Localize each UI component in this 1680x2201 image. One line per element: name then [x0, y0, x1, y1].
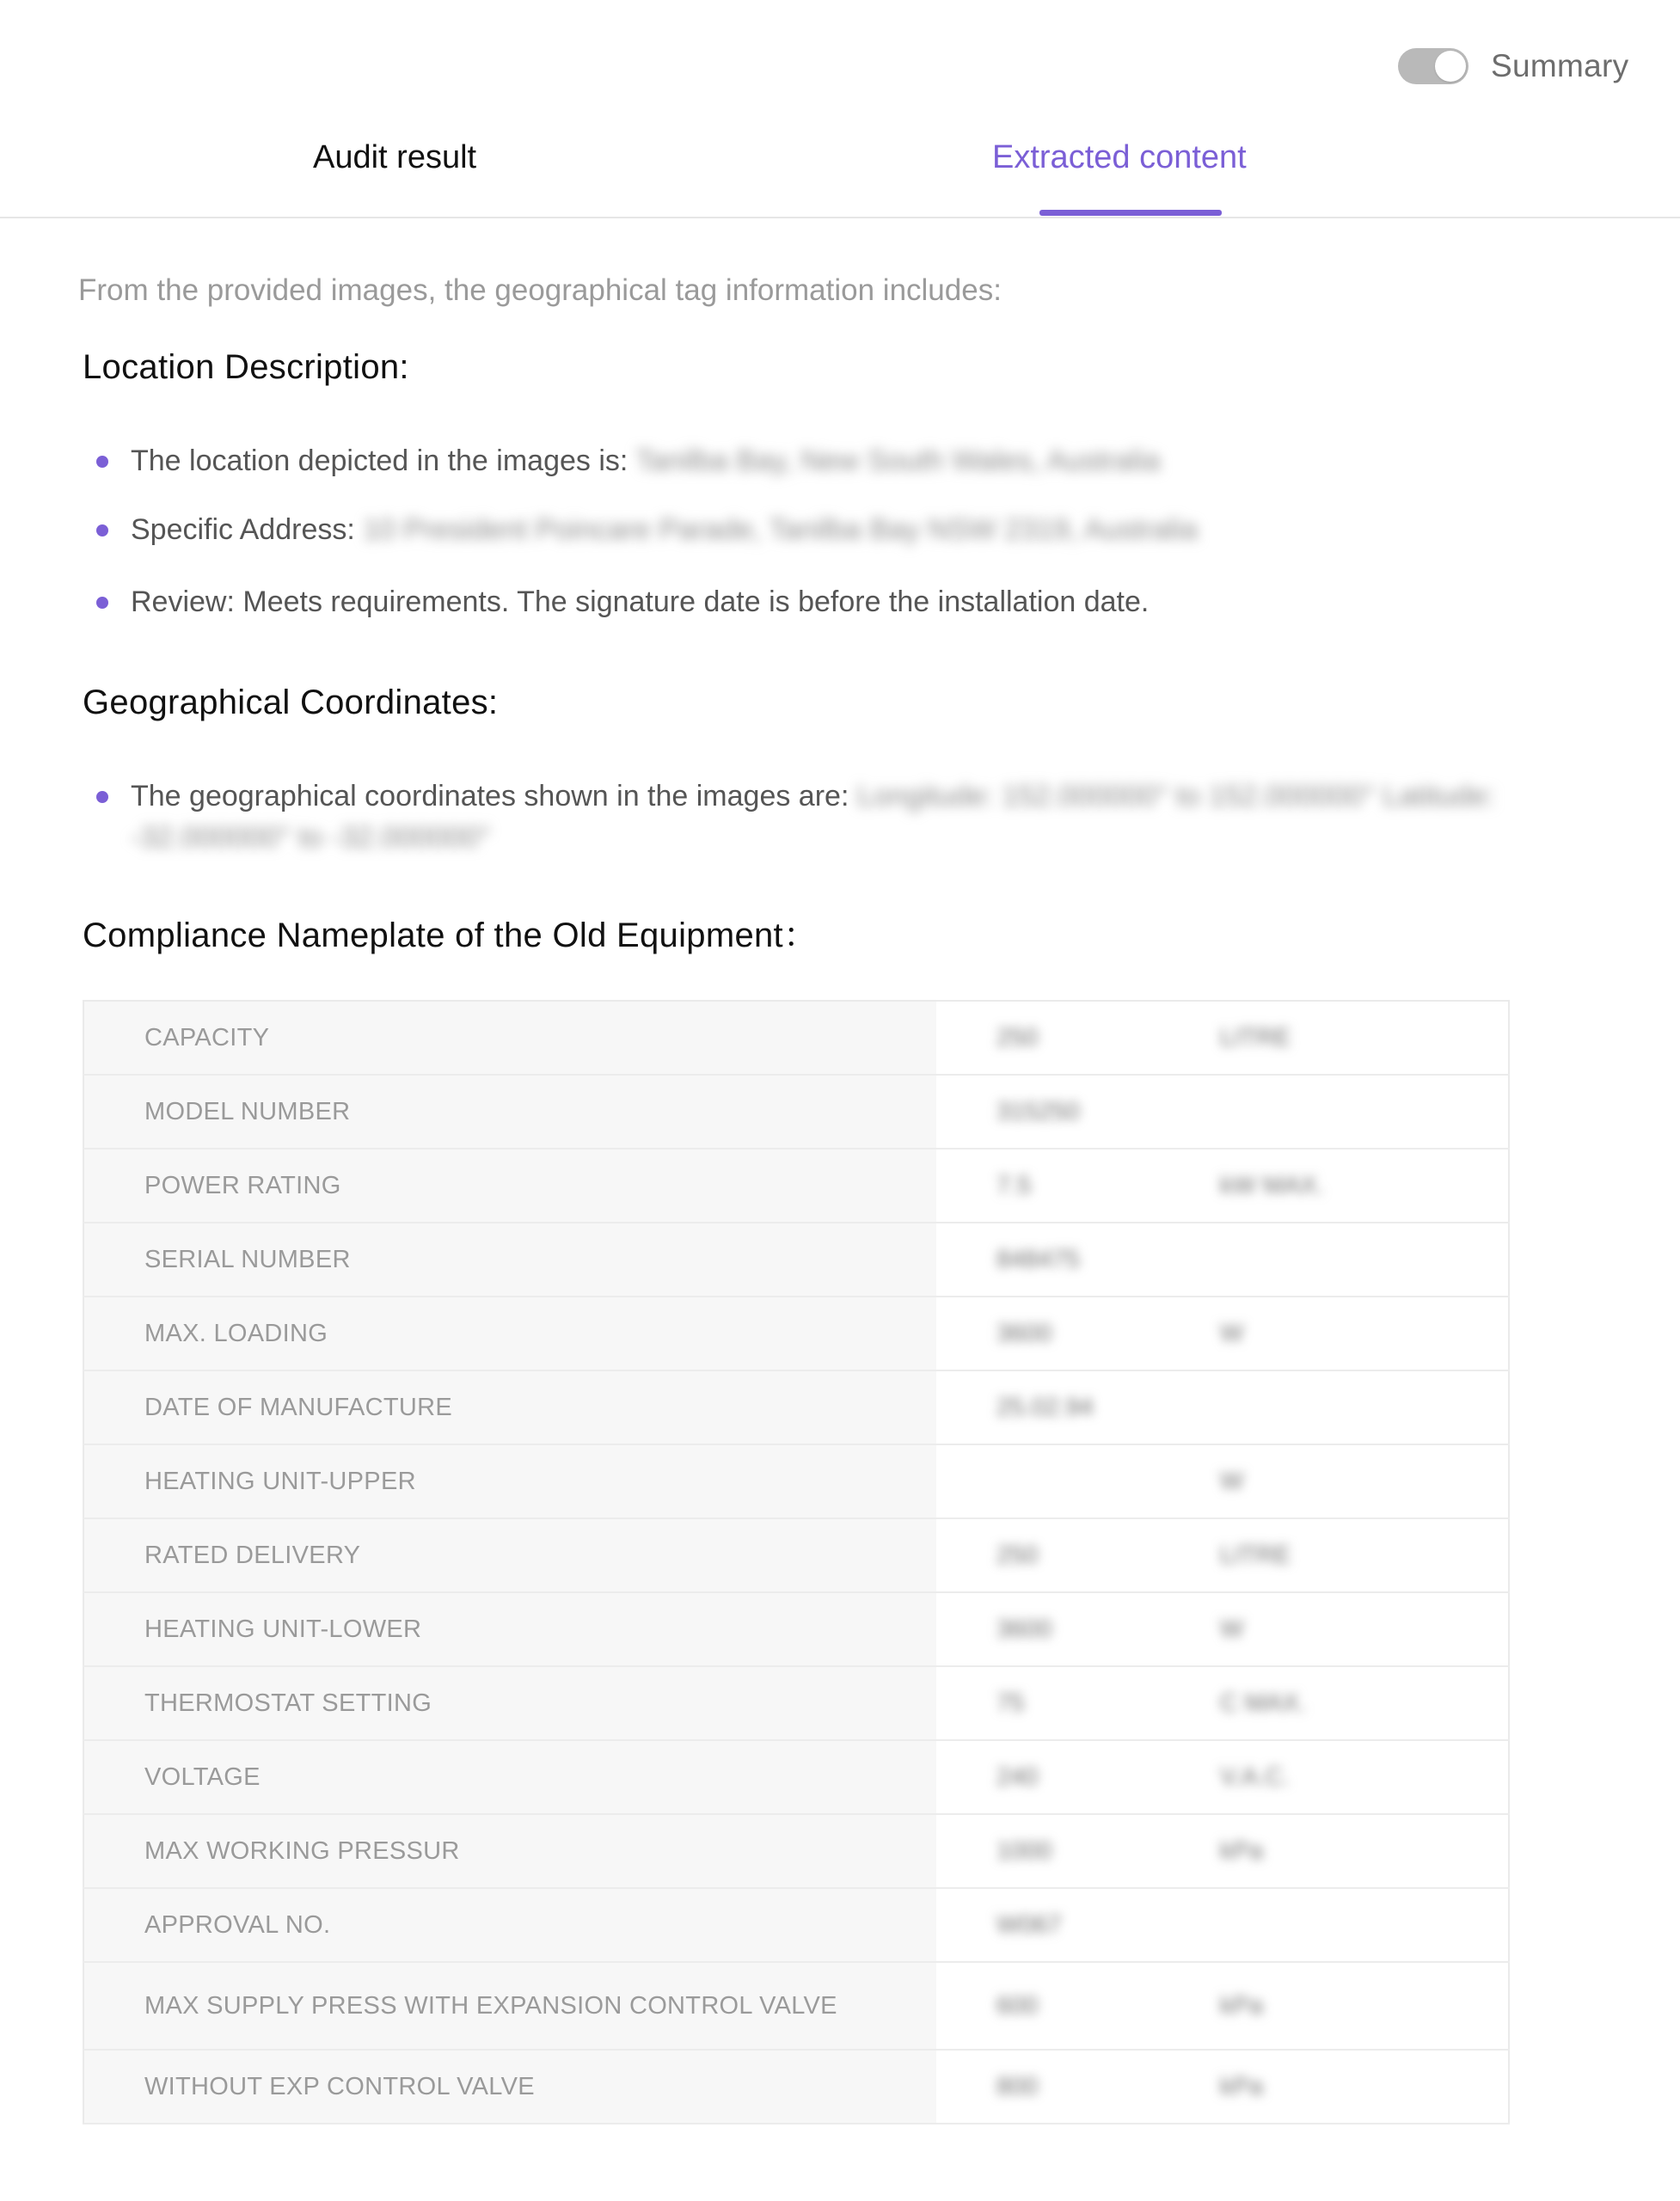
- nameplate-field-label: HEATING UNIT-UPPER: [83, 1444, 936, 1518]
- nameplate-field-unit: kPa: [1220, 1991, 1263, 2020]
- nameplate-field-label: SERIAL NUMBER: [83, 1223, 936, 1297]
- nameplate-field-value: 800: [996, 2072, 1039, 2100]
- nameplate-field-unit: kPa: [1220, 1836, 1263, 1865]
- nameplate-field-label: VOLTAGE: [83, 1740, 936, 1814]
- nameplate-field-label: MAX. LOADING: [83, 1297, 936, 1370]
- nameplate-field-unit-cell: [1220, 1223, 1509, 1297]
- nameplate-table-body: [83, 1001, 1509, 2124]
- nameplate-field-unit-cell: [1220, 1370, 1509, 1444]
- nameplate-field-value: 3600: [996, 1319, 1052, 1347]
- nameplate-field-label: CAPACITY: [83, 1001, 936, 1075]
- tab-audit-result[interactable]: Audit result: [313, 139, 477, 175]
- nameplate-field-unit: LITRE: [1220, 1023, 1291, 1051]
- toggle-knob: [1435, 51, 1466, 82]
- nameplate-field-value: 600: [996, 1991, 1039, 2020]
- location-label: The location depicted in the images is:: [131, 444, 628, 477]
- nameplate-field-unit-cell: [1220, 1740, 1509, 1814]
- nameplate-field-unit: W: [1220, 1319, 1244, 1347]
- nameplate-field-value: 3600: [996, 1615, 1052, 1643]
- location-value: Tanilba Bay, New South Wales, Australia: [635, 444, 1161, 477]
- nameplate-field-value-cell: [936, 1370, 1220, 1444]
- location-list: [95, 440, 1198, 622]
- tab-extracted-content[interactable]: Extracted content: [992, 139, 1247, 175]
- nameplate-field-value-cell: [936, 1075, 1220, 1149]
- nameplate-field-unit-cell: [1220, 1149, 1509, 1223]
- nameplate-field-unit-cell: [1220, 1814, 1509, 1888]
- nameplate-field-value-cell: [936, 1518, 1220, 1592]
- nameplate-field-value: 250: [996, 1541, 1039, 1569]
- nameplate-field-unit-cell: [1220, 1962, 1509, 2050]
- nameplate-field-value: 240: [996, 1763, 1039, 1791]
- nameplate-table: [83, 1000, 1510, 2124]
- list-item: [95, 509, 1198, 550]
- nameplate-field-value-cell: [936, 1814, 1220, 1888]
- table-row: [83, 1370, 1509, 1444]
- table-row: [83, 1297, 1509, 1370]
- address-label: Specific Address:: [131, 513, 355, 546]
- table-row: [83, 1444, 1509, 1518]
- nameplate-field-label: WITHOUT EXP CONTROL VALVE: [83, 2050, 936, 2124]
- nameplate-field-label: MODEL NUMBER: [83, 1075, 936, 1149]
- table-row: [83, 2050, 1509, 2124]
- coordinates-list: [95, 776, 1522, 858]
- table-row: [83, 1888, 1509, 1962]
- location-description-heading: Location Description:: [83, 348, 409, 386]
- nameplate-field-value-cell: [936, 1592, 1220, 1666]
- nameplate-field-value: W067: [996, 1910, 1062, 1939]
- list-item: [95, 581, 1198, 622]
- nameplate-heading: Compliance Nameplate of the Old Equipment：: [83, 917, 819, 954]
- summary-toggle[interactable]: [1398, 48, 1628, 84]
- intro-text: From the provided images, the geographical tag information includes:: [78, 273, 1002, 307]
- nameplate-field-value-cell: [936, 1444, 1220, 1518]
- summary-toggle-switch[interactable]: [1398, 48, 1468, 84]
- nameplate-field-label: RATED DELIVERY: [83, 1518, 936, 1592]
- nameplate-field-label: THERMOSTAT SETTING: [83, 1666, 936, 1740]
- nameplate-field-value-cell: [936, 1149, 1220, 1223]
- nameplate-field-value-cell: [936, 1962, 1220, 2050]
- nameplate-field-unit-cell: [1220, 1666, 1509, 1740]
- review-text: Review: Meets requirements. The signature date is before the installation date.: [131, 586, 1150, 618]
- nameplate-field-unit: V.A.C.: [1220, 1763, 1291, 1791]
- nameplate-field-unit-cell: [1220, 1075, 1509, 1149]
- nameplate-field-label: HEATING UNIT-LOWER: [83, 1592, 936, 1666]
- table-row: [83, 1962, 1509, 2050]
- table-row: [83, 1814, 1509, 1888]
- nameplate-field-label: POWER RATING: [83, 1149, 936, 1223]
- geographical-coordinates-heading: Geographical Coordinates:: [83, 684, 499, 721]
- nameplate-field-unit: C MAX.: [1220, 1689, 1306, 1717]
- nameplate-field-value-cell: [936, 1001, 1220, 1075]
- table-row: [83, 1223, 1509, 1297]
- nameplate-field-value-cell: [936, 1740, 1220, 1814]
- address-value: 10 President Poincare Parade, Tanilba Bay NSW 2319, Australia: [363, 513, 1199, 546]
- nameplate-field-value-cell: [936, 1297, 1220, 1370]
- nameplate-field-value: 315250: [996, 1097, 1080, 1125]
- nameplate-field-value-cell: [936, 1888, 1220, 1962]
- nameplate-field-label: APPROVAL NO.: [83, 1888, 936, 1962]
- nameplate-field-label: DATE OF MANUFACTURE: [83, 1370, 936, 1444]
- nameplate-field-unit: kW MAX.: [1220, 1171, 1324, 1199]
- nameplate-field-unit: W: [1220, 1615, 1244, 1643]
- nameplate-field-value: 7.5: [996, 1171, 1032, 1199]
- table-row: [83, 1666, 1509, 1740]
- nameplate-field-value: 250: [996, 1023, 1039, 1051]
- nameplate-field-unit-cell: [1220, 1444, 1509, 1518]
- nameplate-field-unit-cell: [1220, 1297, 1509, 1370]
- nameplate-field-unit-cell: [1220, 1518, 1509, 1592]
- table-row: [83, 1740, 1509, 1814]
- list-item: [95, 776, 1522, 858]
- coordinates-label: The geographical coordinates shown in the images are:: [131, 780, 849, 812]
- nameplate-field-value: 1000: [996, 1836, 1052, 1865]
- nameplate-field-unit: W: [1220, 1467, 1244, 1495]
- nameplate-field-value: 848475: [996, 1245, 1080, 1273]
- tab-bar: [0, 120, 1680, 218]
- nameplate-field-unit: LITRE: [1220, 1541, 1291, 1569]
- nameplate-field-value-cell: [936, 1223, 1220, 1297]
- table-row: [83, 1001, 1509, 1075]
- nameplate-field-value: 25.02.94: [996, 1393, 1094, 1421]
- summary-label: Summary: [1491, 48, 1629, 83]
- list-item: [95, 440, 1198, 481]
- nameplate-field-value: 75: [996, 1689, 1025, 1717]
- nameplate-field-label: MAX SUPPLY PRESS WITH EXPANSION CONTROL VALVE: [83, 1962, 936, 2050]
- nameplate-field-unit-cell: [1220, 1592, 1509, 1666]
- nameplate-field-unit-cell: [1220, 2050, 1509, 2124]
- table-row: [83, 1518, 1509, 1592]
- nameplate-field-unit-cell: [1220, 1001, 1509, 1075]
- nameplate-field-unit: kPa: [1220, 2072, 1263, 2100]
- nameplate-field-unit-cell: [1220, 1888, 1509, 1962]
- active-tab-indicator: [1039, 210, 1222, 216]
- nameplate-field-value-cell: [936, 2050, 1220, 2124]
- table-row: [83, 1075, 1509, 1149]
- table-row: [83, 1592, 1509, 1666]
- nameplate-field-label: MAX WORKING PRESSUR: [83, 1814, 936, 1888]
- nameplate-field-value-cell: [936, 1666, 1220, 1740]
- coordinates-value: Longitude: 152.000000° to 152.000000° Latitude: -32.000000° to -32.000000°: [131, 780, 1495, 854]
- table-row: [83, 1149, 1509, 1223]
